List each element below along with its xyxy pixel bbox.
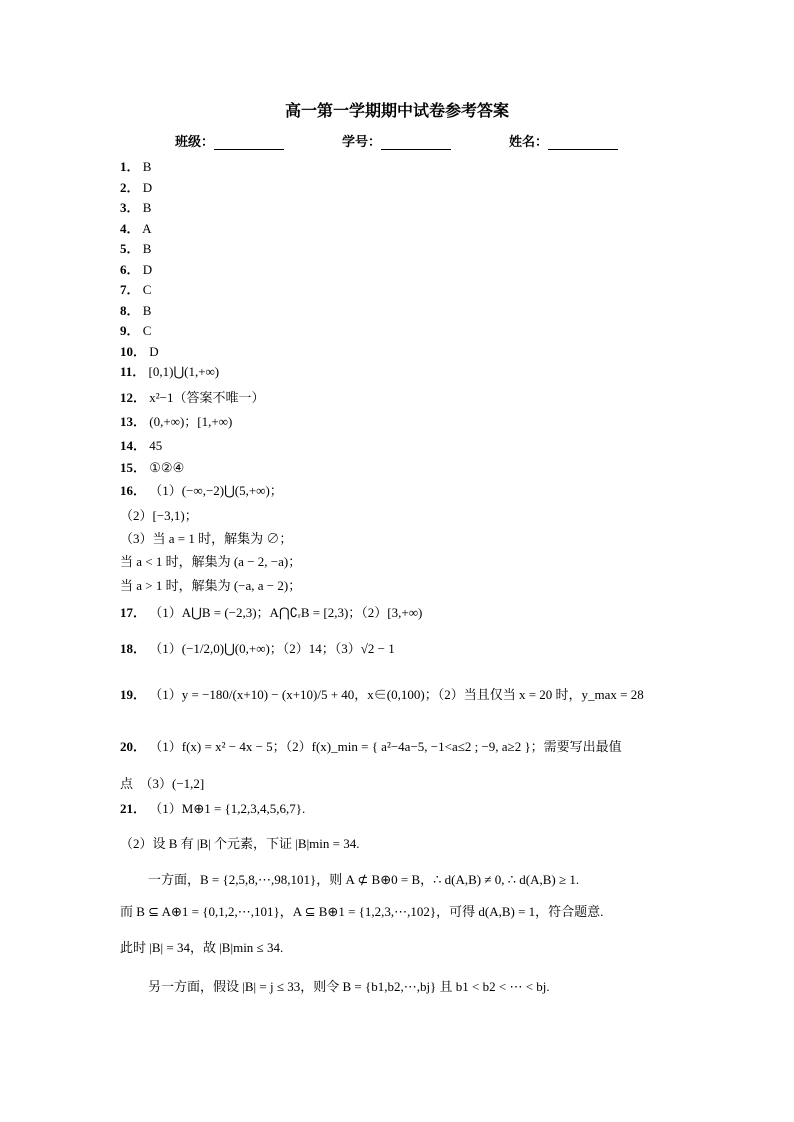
answer-14: 14． 45 xyxy=(120,438,163,453)
answer-7: 7． C xyxy=(120,282,152,297)
class-label: 班级： xyxy=(175,135,215,150)
name-field xyxy=(509,131,618,150)
answer-19: 19． （1）y = −180/(x+10) − (x+10)/5 + 40，x∈(0,100)；（2）当且仅当 x = 20 时，y_max = 28 xyxy=(120,687,644,702)
answer-15: 15． ①②④ xyxy=(120,460,185,475)
answer-20-part3: 点 （3）(−1,2] xyxy=(120,776,205,791)
answer-12: 12． x²−1（答案不唯一） xyxy=(120,390,265,405)
class-blank[interactable] xyxy=(214,137,284,150)
answer-21-part2: （2）设 B 有 |B| 个元素，下证 |B|min = 34. xyxy=(120,836,360,851)
class-field xyxy=(175,131,284,150)
answer-9: 9． C xyxy=(120,323,152,338)
answer-21-part1: 21． （1）M⊕1 = {1,2,3,4,5,6,7}. xyxy=(120,801,306,816)
answer-21-one-side: 一方面，B = {2,5,8,⋯,98,101}，则 A ⊄ B⊕0 = B，∴ d(A,B) ≠ 0, ∴ d(A,B) ≥ 1. xyxy=(148,872,580,887)
answer-16-case2: 当 a < 1 时，解集为 (a − 2, −a)； xyxy=(120,554,302,569)
answer-8: 8． B xyxy=(120,303,152,318)
answer-20: 20． （1）f(x) = x² − 4x − 5；（2）f(x)_min = { a²−4a−5, −1<a≤2 ; −9, a≥2 }；需要写出最值 xyxy=(120,739,622,754)
answer-6: 6． D xyxy=(120,262,153,277)
answer-16-part3: （3）当 a = 1 时，解集为 ∅； xyxy=(120,531,293,546)
answer-3: 3． B xyxy=(120,200,152,215)
answer-10: 10． D xyxy=(120,344,159,359)
student-id-blank[interactable] xyxy=(381,137,451,150)
answer-2: 2． D xyxy=(120,180,153,195)
answer-4: 4． A xyxy=(120,221,152,236)
answer-16-case3: 当 a > 1 时，解集为 (−a, a − 2)； xyxy=(120,578,302,593)
name-label: 姓名： xyxy=(509,135,549,150)
student-id-field xyxy=(342,131,451,150)
answer-13: 13． (0,+∞)；[1,+∞) xyxy=(120,414,233,429)
answer-18: 18． （1）(−1/2,0)⋃(0,+∞)；（2）14；（3）√2 − 1 xyxy=(120,641,395,656)
answer-16-part1: 16． （1）(−∞,−2)⋃(5,+∞)； xyxy=(120,483,283,498)
page-title: 高一第一学期期中试卷参考答案 xyxy=(284,101,509,120)
answer-17: 17． （1）A⋃B = (−2,3)；A⋂∁ᵣB = [2,3)；（2）[3,+∞) xyxy=(120,605,423,620)
answer-11: 11． [0,1)⋃(1,+∞) xyxy=(120,364,220,379)
answer-1: 1． B xyxy=(120,159,152,174)
student-id-label: 学号： xyxy=(342,135,382,150)
name-blank[interactable] xyxy=(548,137,618,150)
answer-21-while: 而 B ⊆ A⊕1 = {0,1,2,⋯,101}，A ⊆ B⊕1 = {1,2,3,⋯,102}，可得 d(A,B) = 1，符合题意. xyxy=(120,904,604,919)
answer-16-part2: （2）[−3,1)； xyxy=(120,508,198,523)
answer-21-other-side: 另一方面，假设 |B| = j ≤ 33，则令 B = {b1,b2,⋯,bj} 且 b1 < b2 < ⋯ < bj. xyxy=(148,979,550,994)
answer-5: 5． B xyxy=(120,241,152,256)
answer-21-now: 此时 |B| = 34，故 |B|min ≤ 34. xyxy=(120,940,284,955)
